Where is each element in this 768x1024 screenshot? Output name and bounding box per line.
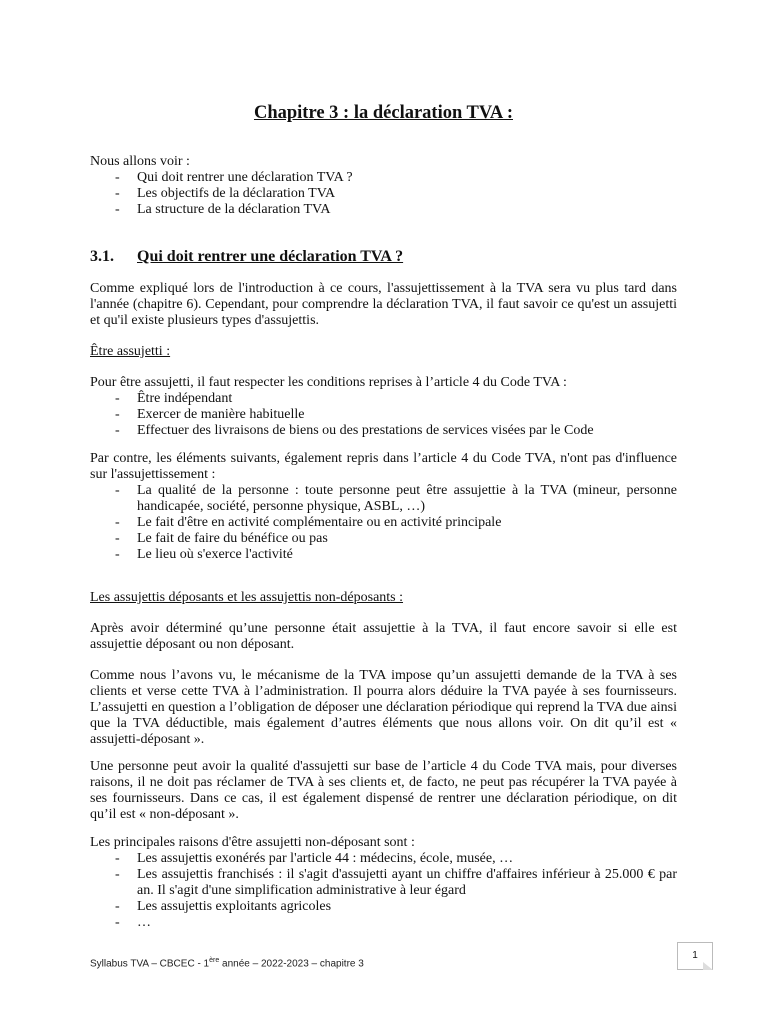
- paragraph-intro-assujettissement: Comme expliqué lors de l'introduction à ce cours, l'assujettissement à la TVA sera vu plus tard dans l'année (chapitre 6). Cependant, pour comprendre la déclaration TVA, il faut savoir ce qu'est un assujetti et qu'il existe plusieurs types d'assujettis.: [90, 281, 677, 328]
- conditions-block: [90, 375, 677, 439]
- non-influence-list: [90, 483, 677, 563]
- intro-block: [90, 154, 677, 218]
- non-influence-item: - Le lieu où s'exerce l'activité: [90, 547, 677, 563]
- intro-list-item: - La structure de la déclaration TVA: [90, 202, 677, 218]
- chapter-title: Chapitre 3 : la déclaration TVA :: [253, 103, 513, 123]
- paragraph-deposant: Après avoir déterminé qu’une personne était assujettie à la TVA, il faut encore savoir si elle est assujettie déposant ou non déposant.: [90, 621, 677, 652]
- raisons-list: [90, 851, 677, 931]
- section-number: 3.1.: [90, 248, 114, 265]
- condition-item: - Effectuer des livraisons de biens ou des prestations de services visées par le Code: [90, 423, 677, 439]
- paragraph-raisons: Les principales raisons d'être assujetti non-déposant sont :: [90, 835, 415, 850]
- page-number-box: [677, 942, 713, 970]
- condition-item: - Être indépendant: [90, 391, 677, 407]
- footer-text-end: année – 2022-2023 – chapitre 3: [219, 958, 364, 970]
- page-footer: [90, 957, 364, 969]
- condition-item: - Exercer de manière habituelle: [90, 407, 677, 423]
- footer-superscript: ère: [209, 957, 220, 964]
- raison-item: - Les assujettis exploitants agricoles: [90, 899, 677, 915]
- conditions-list: [90, 391, 677, 439]
- footer-text-start: Syllabus TVA – CBCEC - 1: [90, 958, 210, 970]
- non-influence-item: - La qualité de la personne : toute personne peut être assujettie à la TVA (mineur, personne handicapée, société, personne physique, ASBL, …): [90, 483, 677, 515]
- raison-item: - Les assujettis franchisés : il s'agit d'assujetti ayant un chiffre d'affaires inférieur à 25.000 € par an. Il s'agit d'une simplification administrative à leur égard: [90, 867, 677, 899]
- paragraph-conditions: Pour être assujetti, il faut respecter les conditions reprises à l’article 4 du Code TVA :: [90, 375, 567, 390]
- subheading-deposants: Les assujettis déposants et les assujettis non-déposants :: [90, 590, 404, 605]
- raisons-block: [90, 835, 677, 931]
- intro-lead: Nous allons voir :: [90, 154, 190, 169]
- non-influence-block: [90, 451, 677, 563]
- raison-item: - Les assujettis exonérés par l'article 44 : médecins, école, musée, …: [90, 851, 677, 867]
- paragraph-non-deposant: Une personne peut avoir la qualité d'assujetti sur base de l’article 4 du Code TVA mais, pour diverses raisons, il ne doit pas réclamer de TVA à ses clients et, de facto, ne peut pas récupérer la TVA payée à ses fournisseurs. Dans ce cas, il est également dispensé de rentrer une déclaration périodique, on dit qu’il est « non-déposant ».: [90, 759, 677, 822]
- intro-list: [90, 170, 677, 218]
- raison-item: - …: [90, 915, 677, 931]
- paragraph-non-influence: Par contre, les éléments suivants, également repris dans l’article 4 du Code TVA, n'ont pas d'influence sur l'assujettissement :: [90, 451, 677, 482]
- intro-list-item: - Qui doit rentrer une déclaration TVA ?: [90, 170, 677, 186]
- section-title: Qui doit rentrer une déclaration TVA ?: [137, 248, 404, 265]
- non-influence-item: - Le fait de faire du bénéfice ou pas: [90, 531, 677, 547]
- paragraph-mecanisme: Comme nous l’avons vu, le mécanisme de la TVA impose qu’un assujetti demande de la TVA à ses clients et verse cette TVA à l’administration. Il pourra alors déduire la TVA payée à ses fournisseurs. L’assujetti en question a l’obligation de déposer une déclaration périodique qui reprend la TVA due ainsi que la TVA déductible, mais également d’autres éléments que nous allons voir. On dit qu’il est « assujetti-déposant ».: [90, 668, 677, 747]
- non-influence-item: - Le fait d'être en activité complémentaire ou en activité principale: [90, 515, 677, 531]
- subheading-etre-assujetti: Être assujetti :: [90, 344, 171, 359]
- intro-list-item: - Les objectifs de la déclaration TVA: [90, 186, 677, 202]
- page-number: 1: [692, 950, 698, 961]
- section-heading: [90, 248, 403, 266]
